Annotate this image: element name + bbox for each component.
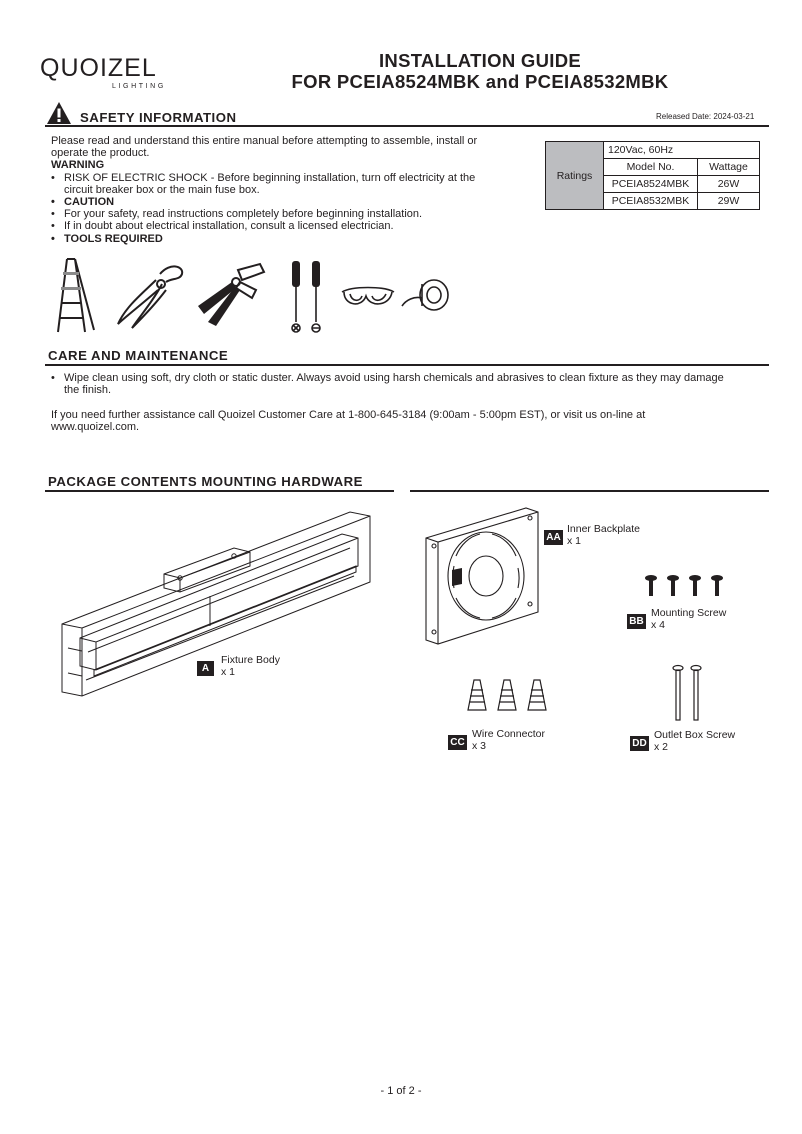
part-bb-name: Mounting Screw [651, 607, 727, 619]
warning-label: WARNING [51, 159, 105, 172]
outlet-box-screws-drawing [668, 664, 708, 722]
part-dd-name: Outlet Box Screw [654, 729, 736, 741]
part-cc-qty: x 3 [472, 740, 487, 752]
pliers-icon [114, 260, 186, 330]
customer-care-text: If you need further assistance call Quoizel Customer Care at 1-800-645-3184 (9:00am - 5:00pm EST), or visit us on-line at www.quoizel.com. [51, 409, 646, 434]
part-cc-badge: CC [448, 735, 467, 750]
ratings-label: Ratings [546, 142, 604, 210]
logo-wordmark: QUOIZEL [40, 54, 157, 82]
wire-connectors-drawing [464, 678, 554, 714]
part-bb-qty: x 4 [651, 619, 666, 631]
wire-stripper-icon [190, 260, 270, 332]
care-rule [45, 364, 769, 366]
part-a-name: Fixture Body [221, 654, 280, 666]
page-number: - 1 of 2 - [380, 1085, 422, 1097]
tools-label: • TOOLS REQUIRED [51, 232, 163, 245]
package-rule-right [410, 490, 769, 492]
caution-label: • CAUTION [51, 196, 115, 209]
part-aa-name: Inner Backplate [567, 523, 640, 535]
part-aa-badge: AA [544, 530, 563, 545]
ratings-col-model: Model No. [604, 159, 698, 176]
part-dd-badge: DD [630, 736, 649, 751]
screwdrivers-icon [286, 258, 326, 336]
part-dd-qty: x 2 [654, 741, 669, 753]
warning-item: • RISK OF ELECTRIC SHOCK - Before beginning installation, turn off electricity at the circuit breaker box or the main fuse box. [51, 171, 476, 196]
electrical-tape-icon [400, 278, 450, 314]
safety-text [51, 135, 531, 245]
safety-intro-2: operate the product. [51, 147, 150, 160]
part-cc-name: Wire Connector [472, 728, 545, 740]
safety-glasses-icon [340, 284, 396, 314]
quoizel-logo [40, 54, 190, 94]
care-item: • Wipe clean using soft, dry cloth or static duster. Always avoid using harsh chemicals and abrasives to clean fixture as they may damage the finish. [51, 372, 724, 397]
package-heading: PACKAGE CONTENTS MOUNTING HARDWARE [48, 474, 363, 489]
safety-intro-1: Please read and understand this entire manual before attempting to assemble, install or [51, 135, 478, 147]
document-title [260, 50, 700, 92]
title-line-2: FOR PCEIA8524MBK and PCEIA8532MBK [291, 71, 669, 92]
ratings-row: PCEIA8532MBK 29W [546, 193, 760, 210]
ratings-table [545, 141, 760, 210]
part-a-qty: x 1 [221, 666, 236, 678]
fixture-body-drawing [58, 508, 376, 706]
ratings-col-wattage: Wattage [698, 159, 760, 176]
package-rule-left [45, 490, 394, 492]
ladder-icon [55, 256, 97, 334]
safety-heading: SAFETY INFORMATION [80, 110, 237, 125]
inner-backplate-drawing [422, 504, 542, 648]
part-aa-qty: x 1 [567, 535, 582, 547]
caution-item-1: • For your safety, read instructions completely before beginning installation. [51, 208, 423, 221]
ratings-row: PCEIA8524MBK 26W [546, 176, 760, 193]
title-line-1: INSTALLATION GUIDE [378, 50, 582, 71]
released-date: Released Date: 2024-03-21 [656, 112, 755, 121]
safety-rule [45, 125, 769, 127]
caution-item-2: • If in doubt about electrical installation, consult a licensed electrician. [51, 220, 394, 233]
part-bb-badge: BB [627, 614, 646, 629]
mounting-screws-drawing [643, 574, 725, 598]
care-heading: CARE AND MAINTENANCE [48, 348, 229, 363]
logo-subtext: LIGHTING [112, 83, 166, 90]
ratings-voltage: 120Vac, 60Hz [604, 142, 760, 159]
part-a-badge: A [197, 661, 214, 676]
warning-icon [46, 101, 72, 125]
